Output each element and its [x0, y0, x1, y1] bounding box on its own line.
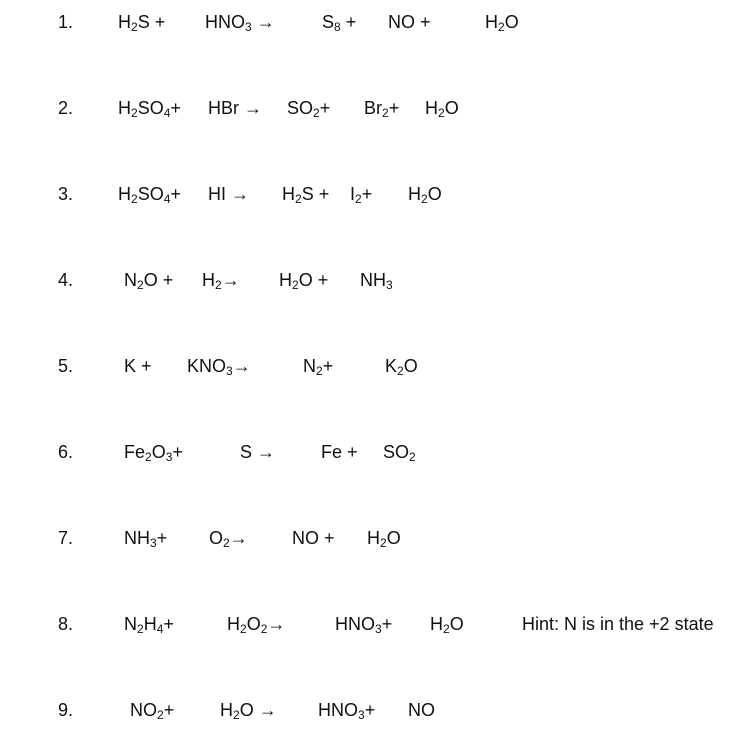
chemical-term	[208, 98, 262, 119]
chemical-term	[318, 700, 375, 721]
subscript: 2	[421, 192, 428, 206]
formula-text: O	[403, 356, 418, 376]
chemical-term	[385, 356, 418, 377]
chemical-term	[118, 184, 181, 205]
formula-text: Br	[364, 98, 382, 118]
subscript: 2	[233, 708, 240, 722]
formula-text: HI →	[208, 184, 250, 204]
formula-text: SO	[137, 98, 164, 118]
chemical-term	[408, 184, 442, 205]
subscript: 2	[137, 278, 144, 292]
subscript: 2	[157, 708, 164, 722]
formula-text: O	[386, 528, 401, 548]
subscript: 2	[295, 192, 302, 206]
formula-text: HNO	[335, 614, 375, 634]
formula-text: H	[367, 528, 380, 548]
chemical-term	[118, 12, 165, 33]
chemical-term	[124, 528, 167, 549]
chemical-term	[227, 614, 285, 635]
chemical-term	[240, 442, 275, 463]
equation-number: 1.	[58, 12, 74, 32]
equation	[0, 264, 748, 304]
equation-row	[0, 350, 748, 390]
formula-text: +	[361, 184, 373, 204]
chemical-term	[388, 12, 431, 33]
formula-text: O →	[239, 700, 277, 720]
equation-number: 4.	[58, 270, 74, 290]
formula-text: O	[444, 98, 459, 118]
chemical-term	[335, 614, 392, 635]
formula-text: H	[282, 184, 295, 204]
formula-text: NO	[408, 700, 435, 720]
formula-text: +	[170, 98, 181, 118]
formula-text: Fe +	[321, 442, 358, 462]
chemical-term	[279, 270, 328, 291]
formula-text: NO +	[292, 528, 335, 548]
subscript: 2	[131, 106, 138, 120]
formula-text: HNO	[318, 700, 358, 720]
chemical-term	[202, 270, 240, 291]
formula-text: O	[246, 614, 261, 634]
equation-row	[0, 178, 748, 218]
chemical-term	[130, 700, 174, 721]
subscript: 2	[380, 536, 387, 550]
formula-text: HNO	[205, 12, 245, 32]
formula-text: S	[322, 12, 335, 32]
formula-text: S +	[301, 184, 330, 204]
formula-text: HBr →	[208, 98, 262, 118]
formula-text: H	[118, 12, 131, 32]
formula-text: H	[485, 12, 498, 32]
formula-text: SO	[383, 442, 410, 462]
subscript: 2	[313, 106, 320, 120]
formula-text: H	[408, 184, 421, 204]
formula-text: +	[381, 614, 393, 634]
formula-text: +	[163, 614, 174, 634]
formula-text: +	[170, 184, 181, 204]
chemical-term	[209, 528, 248, 549]
formula-text: H	[118, 184, 131, 204]
subscript: 4	[156, 622, 164, 636]
formula-text: O	[427, 184, 442, 204]
chemical-term	[321, 442, 358, 463]
equation	[0, 350, 748, 390]
formula-text: +	[156, 528, 168, 548]
formula-text: H	[202, 270, 215, 290]
formula-text: O	[504, 12, 519, 32]
equation	[0, 436, 748, 476]
formula-text: H	[118, 98, 131, 118]
chemical-term	[430, 614, 464, 635]
chemical-term	[187, 356, 251, 377]
chemical-term	[350, 184, 372, 205]
subscript: 2	[355, 192, 362, 206]
subscript: 3	[375, 622, 382, 636]
subscript: 2	[131, 192, 138, 206]
formula-text: H	[143, 614, 157, 634]
subscript: 3	[358, 708, 365, 722]
subscript: 3	[165, 450, 173, 464]
formula-text: +	[319, 98, 331, 118]
chemical-term	[124, 442, 183, 463]
formula-text: H	[227, 614, 240, 634]
chemical-term	[322, 12, 356, 33]
subscript: 2	[498, 20, 505, 34]
formula-text: SO	[287, 98, 314, 118]
subscript: 2	[240, 622, 247, 636]
subscript: 2	[145, 450, 152, 464]
chemical-term	[220, 700, 277, 721]
chemical-term	[383, 442, 416, 463]
formula-text: O	[449, 614, 464, 634]
equation	[0, 92, 748, 132]
subscript: 2	[137, 622, 144, 636]
formula-text: O +	[143, 270, 174, 290]
equation-number: 9.	[58, 700, 74, 720]
formula-text: O +	[298, 270, 329, 290]
subscript: 3	[150, 536, 157, 550]
subscript: 3	[226, 364, 233, 378]
formula-text: H	[220, 700, 233, 720]
equation	[0, 522, 748, 562]
chemical-term	[124, 356, 152, 377]
subscript: 2	[131, 20, 138, 34]
subscript: 2	[409, 450, 416, 464]
formula-text: K +	[124, 356, 152, 376]
subscript: 2	[223, 536, 230, 550]
chemical-term	[124, 614, 174, 635]
formula-text: +	[163, 700, 175, 720]
formula-text: H	[279, 270, 292, 290]
formula-text: Fe	[124, 442, 146, 462]
equation-number: 2.	[58, 98, 74, 118]
equation-row	[0, 92, 748, 132]
formula-text: +	[340, 12, 357, 32]
chemical-term	[205, 12, 275, 33]
formula-text: K	[385, 356, 398, 376]
subscript: 4	[163, 106, 171, 120]
equation-number: 8.	[58, 614, 74, 634]
formula-text: +	[322, 356, 334, 376]
equation-number: 5.	[58, 356, 74, 376]
formula-text: NO +	[388, 12, 431, 32]
formula-text: NH	[360, 270, 386, 290]
formula-text: N	[124, 614, 137, 634]
chemical-term	[367, 528, 401, 549]
subscript: 4	[163, 192, 171, 206]
equation-number: 7.	[58, 528, 74, 548]
chemical-term	[364, 98, 399, 119]
formula-text: S →	[240, 442, 276, 462]
formula-text: SO	[137, 184, 164, 204]
equation-row	[0, 694, 748, 734]
chemical-term	[292, 528, 335, 549]
equation	[0, 178, 748, 218]
subscript: 2	[382, 106, 389, 120]
chemical-term	[208, 184, 249, 205]
equation	[0, 6, 748, 46]
formula-text: →	[251, 12, 275, 32]
formula-text: N	[124, 270, 137, 290]
chemical-term	[287, 98, 330, 119]
formula-text: O	[209, 528, 224, 548]
chemical-term	[408, 700, 435, 721]
chemical-term	[360, 270, 393, 291]
subscript: 2	[292, 278, 299, 292]
subscript: 2	[438, 106, 445, 120]
formula-text: +	[364, 700, 376, 720]
formula-text: NH	[124, 528, 150, 548]
formula-text: S +	[137, 12, 166, 32]
subscript: 8	[334, 20, 341, 34]
hint-text: Hint: N is in the +2 state	[522, 614, 714, 634]
formula-text: I	[350, 184, 356, 204]
equation-row	[0, 522, 748, 562]
subscript: 2	[443, 622, 450, 636]
formula-text: →	[221, 270, 240, 290]
subscript: 2	[316, 364, 323, 378]
formula-text: +	[172, 442, 183, 462]
formula-text: +	[388, 98, 400, 118]
chemical-term	[124, 270, 173, 291]
formula-text: →	[232, 356, 251, 376]
formula-text: H	[430, 614, 443, 634]
equation-row	[0, 608, 748, 648]
subscript: 3	[245, 20, 252, 34]
formula-text: →	[229, 528, 248, 548]
equation-row	[0, 264, 748, 304]
formula-text: N	[303, 356, 316, 376]
subscript: 2	[397, 364, 404, 378]
formula-text: NO	[130, 700, 157, 720]
subscript: 2	[215, 278, 222, 292]
equation-row	[0, 436, 748, 476]
chemical-term	[118, 98, 181, 119]
chemical-term	[485, 12, 519, 33]
formula-text: KNO	[187, 356, 227, 376]
chemical-term	[303, 356, 333, 377]
formula-text: O	[151, 442, 166, 462]
chemical-term	[282, 184, 329, 205]
formula-text: →	[267, 614, 286, 634]
equation-number: 3.	[58, 184, 74, 204]
chemical-term	[425, 98, 459, 119]
subscript: 2	[260, 622, 268, 636]
equation-number: 6.	[58, 442, 74, 462]
equation	[0, 694, 748, 734]
equation-row	[0, 6, 748, 46]
subscript: 3	[386, 278, 393, 292]
formula-text: H	[425, 98, 438, 118]
